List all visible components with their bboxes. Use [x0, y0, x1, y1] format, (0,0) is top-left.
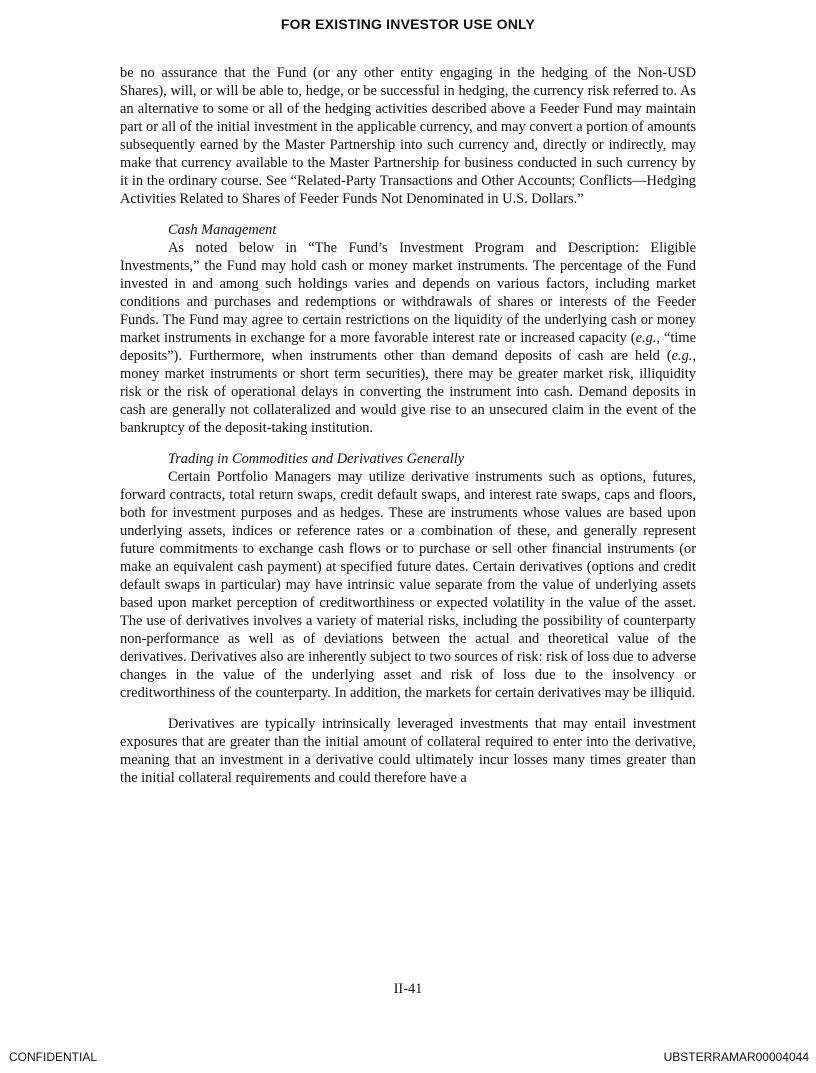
paragraph-derivatives-generally: Certain Portfolio Managers may utilize derivative instruments such as options, futures, forward contracts, total return swaps, credit default swaps, and interest rate swaps, caps and floors, both for investment purposes and as hedges. These are instruments whose values are based upon underlying assets, indices or reference rates or a combination of these, and generally represent future commitments to exchange cash flows or to purchase or sell other financial instruments (or make an equivalent cash payment) at specified future dates. Certain derivatives (options and credit default swaps in particular) may have intrinsic value separate from the value of underlying assets based upon market perception of creditworthiness or expected volatility in the value of the asset. The use of derivatives involves a variety of material risks, including the possibility of counterparty non-performance as well as of deviations between the actual and theoretical value of the derivatives. Derivatives also are inherently subject to two sources of risk: risk of loss due to adverse changes in the value of the underlying asset and risk of loss due to the insolvency or creditworthiness of the counterparty. In addition, the markets for certain derivatives may be illiquid.: [120, 469, 696, 701]
eg-abbreviation: e.g.: [671, 348, 693, 364]
footer-bates-number: UBSTERRAMAR00004044: [663, 1050, 809, 1064]
heading-trading-derivatives: Trading in Commodities and Derivatives Generally: [168, 451, 465, 467]
paragraph-currency-hedging: be no assurance that the Fund (or any other entity engaging in the hedging of the Non-USD Shares), will, or will be able to, hedge, or be successful in hedging, the currency risk referred to. As an alternative to some or all of the hedging activities described above a Feeder Fund may maintain part or all of the initial investment in the applicable currency, and may convert a portion of amounts subsequently earned by the Master Partnership into such currency and, directly or indirectly, may make that currency available to the Master Partnership for business conducted in such currency by it in the ordinary course. See “Related-Party Transactions and Other Accounts; Conflicts—Hedging Activities Related to Shares of Feeder Funds Not Denominated in U.S. Dollars.”: [120, 65, 696, 207]
paragraph-cash-management-part-b: , “time deposits”). Furthermore, when instruments other than demand deposits of cash are held (: [120, 330, 696, 364]
eg-abbreviation: e.g.: [635, 330, 657, 346]
heading-cash-management: Cash Management: [168, 222, 277, 238]
page-number: II-41: [393, 981, 423, 997]
footer-confidential-label: CONFIDENTIAL: [9, 1050, 98, 1064]
paragraph-derivatives-leverage: Derivatives are typically intrinsically leveraged investments that may entail investment exposures that are greater than the initial amount of collateral required to enter into the derivative, meaning that an investment in a derivative could ultimately incur losses many times greater than the initial collateral requirements and could therefore have a: [120, 716, 696, 786]
paragraph-cash-management: [120, 239, 696, 437]
paragraph-cash-management-part-c: , money market instruments or short term securities), there may be greater market risk, illiquidity risk or the risk of operational delays in converting the instrument into cash. Demand deposits in cash are generally not collateralized and would give rise to an unsecured claim in the event of the bankruptcy of the deposit-taking institution.: [120, 348, 696, 436]
paragraph-cash-management-part-a: As noted below in “The Fund’s Investment Program and Description: Eligible Investments,” the Fund may hold cash or money market instruments. The percentage of the Fund invested in and among such holdings varies and depends on various factors, including market conditions and purchases and redemptions or withdrawals of shares or interests of the Feeder Funds. The Fund may agree to certain restrictions on the liquidity of the underlying cash or money market instruments in exchange for a more favorable interest rate or increased capacity (: [120, 240, 696, 346]
page-header: FOR EXISTING INVESTOR USE ONLY: [280, 16, 536, 32]
document-body: [120, 64, 696, 787]
